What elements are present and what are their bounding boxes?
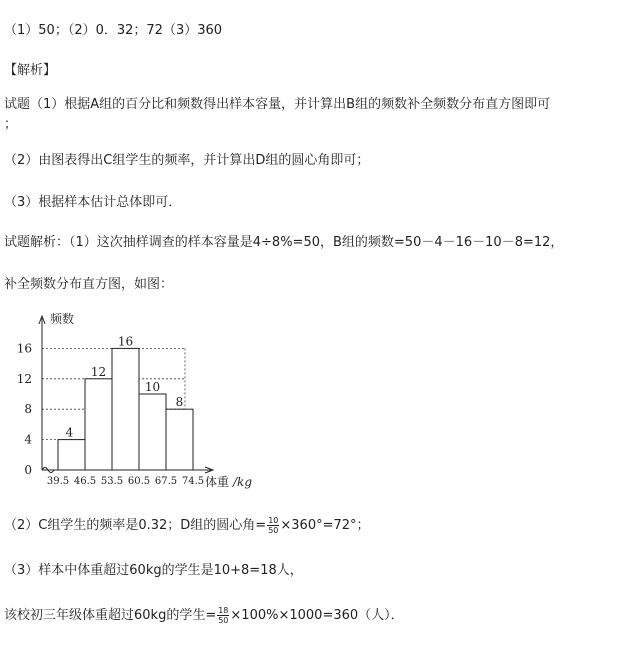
q2-numerator: 10: [268, 516, 279, 525]
histogram-bar: [166, 409, 193, 470]
solution-q2: [4, 516, 370, 535]
y-tick-label: 12: [16, 371, 32, 386]
q2-fraction: [267, 516, 279, 535]
solution-q3: （3）样本中体重超过60kg的学生是10+8=18人，: [4, 563, 303, 578]
y-tick-label: 16: [16, 341, 32, 356]
q2-prefix: （2）C组学生的频率是0.32；D组的圆心角=: [4, 518, 267, 533]
final-numerator: 18: [218, 606, 229, 615]
bar-value-label: 16: [117, 334, 134, 349]
final-fraction: [217, 606, 229, 625]
x-tick-label: 67.5: [154, 476, 178, 487]
analysis-line-1-tail: ；: [4, 117, 18, 132]
solution-line-1: 试题解析：（1）这次抽样调查的样本容量是4÷8%=50，B组的频数=50－4－16－10－8=12，: [4, 235, 564, 250]
section-title: 【解析】: [4, 63, 57, 78]
final-denominator: 50: [218, 616, 229, 625]
histogram-bar: [85, 379, 112, 470]
bar-value-label: 8: [175, 395, 184, 410]
analysis-line-2: （2）由图表得出C组学生的频率，并计算出D组的圆心角即可；: [4, 153, 370, 168]
q2-denominator: 50: [268, 526, 279, 535]
histogram-bar: [112, 348, 139, 470]
x-tick-label: 74.5: [181, 476, 205, 487]
y-tick-label: 0: [24, 463, 32, 477]
y-axis-label: 频数: [50, 312, 75, 326]
solution-final: [4, 606, 404, 625]
analysis-line-1-text: 试题（1）根据A组的百分比和频数得出样本容量，并计算出B组的频数补全频数分布直方图即可: [4, 97, 551, 112]
x-axis-label: 体重: [205, 475, 230, 489]
bar-value-label: 4: [65, 425, 74, 440]
x-tick-label: 39.5: [46, 476, 70, 487]
bar-value-label: 12: [90, 364, 107, 379]
histogram-bar: [139, 394, 166, 470]
final-prefix: 该校初三年级体重超过60kg的学生=: [4, 608, 217, 623]
x-tick-label: 46.5: [73, 476, 97, 487]
y-tick-label: 4: [24, 432, 32, 447]
q2-suffix: ×360°=72°；: [280, 518, 370, 533]
x-tick-label: 60.5: [127, 476, 151, 487]
y-tick-label: 8: [24, 402, 32, 417]
frequency-histogram: [6, 308, 276, 498]
bar-value-label: 10: [144, 380, 161, 394]
answer-line: （1）50；（2）0．32；72（3）360: [4, 23, 223, 38]
final-suffix: ×100%×1000=360（人）．: [230, 608, 404, 623]
analysis-line-3: （3）根据样本估计总体即可．: [4, 195, 182, 210]
x-tick-label: 53.5: [100, 476, 124, 487]
histogram-bar: [58, 440, 85, 470]
analysis-line-1: [4, 96, 550, 114]
solution-line-2: 补全频数分布直方图，如图：: [4, 277, 174, 292]
x-axis-unit: /kg: [233, 475, 252, 489]
